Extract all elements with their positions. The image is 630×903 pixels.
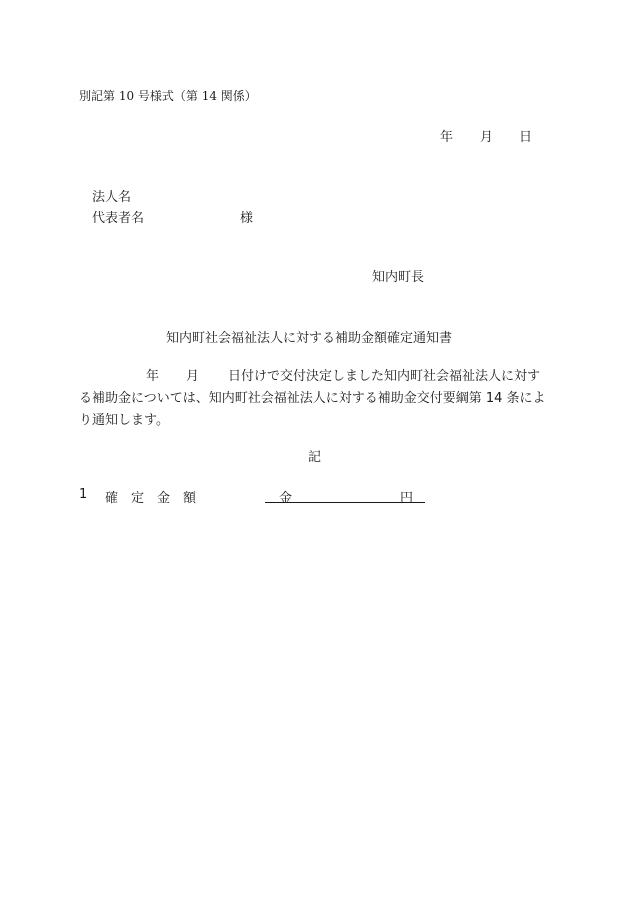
document-title: 知内町社会福祉法人に対する補助金額確定通知書 (166, 331, 453, 346)
date-day-label: 日 (519, 130, 533, 145)
ki-heading: 記 (308, 450, 322, 465)
date-month-label: 月 (480, 130, 494, 145)
body-text-line-2: る補助金については、知内町社会福祉法人に対する補助金交付要綱第 14 条によ (79, 391, 546, 406)
body-text-line-1: 日付けで交付決定しました知内町社会福祉法人に対す (228, 369, 541, 384)
representative-name-label: 代表者名 (92, 211, 145, 226)
body-month-label: 月 (186, 369, 200, 384)
honorific: 様 (240, 211, 254, 226)
body-year-label: 年 (146, 369, 160, 384)
form-number: 別記第 10 号様式（第 14 関係） (79, 89, 257, 103)
corporation-name-label: 法人名 (92, 190, 132, 205)
confirmed-amount-label: 確 定 金 額 (105, 491, 197, 506)
date-year-label: 年 (440, 130, 454, 145)
amount-prefix: 金 (279, 491, 293, 506)
issuer: 知内町長 (372, 270, 425, 285)
amount-suffix: 円 (400, 491, 414, 506)
amount-underline (265, 487, 425, 506)
body-text-line-3: り通知します。 (79, 413, 169, 428)
item-number: 1 (79, 487, 88, 502)
